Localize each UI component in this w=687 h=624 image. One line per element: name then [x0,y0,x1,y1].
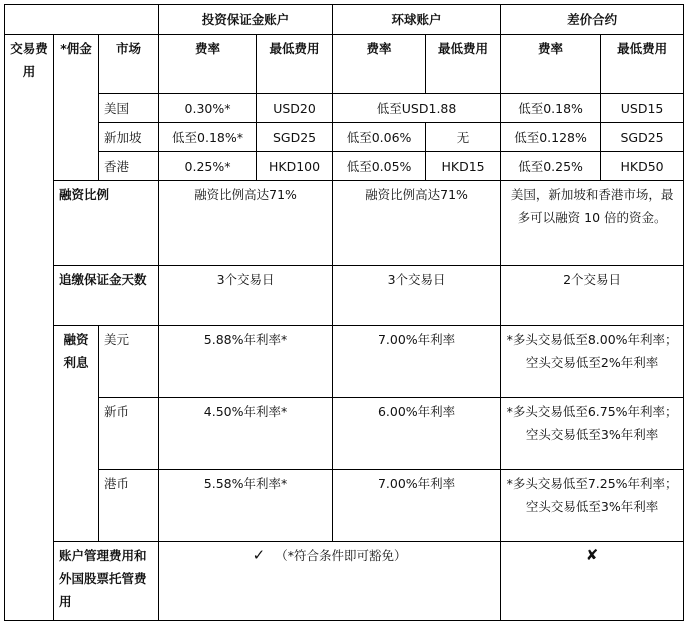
table-row [5,398,684,470]
cfd-interest-cell: *多头交易低至7.25%年利率；空头交易低至3%年利率 [501,470,684,542]
margin-min-cell: USD20 [257,94,333,123]
cfd-min-fee-header: 最低费用 [601,35,684,94]
margin-min-cell: SGD25 [257,123,333,152]
financing-interest-label: 融资利息 [54,326,99,542]
commission-label: *佣金 [54,35,99,181]
waiver-note: （*符合条件即可豁免） [275,548,407,563]
global-interest-cell: 7.00%年利率 [333,326,501,398]
table-row [5,326,684,398]
margin-interest-cell: 5.58%年利率* [159,470,333,542]
margin-interest-cell: 5.88%年利率* [159,326,333,398]
cross-icon: ✘ [585,546,599,564]
margin-rate-header: 费率 [159,35,257,94]
cfd-financing-ratio: 美国，新加坡和香港市场，最多可以融资 10 倍的资金。 [501,181,684,266]
currency-cell: 新币 [99,398,159,470]
cfd-margin-call: 2个交易日 [501,266,684,326]
cfd-account-fees-cell [501,542,684,621]
global-interest-cell: 7.00%年利率 [333,470,501,542]
cfd-min-cell: SGD25 [601,123,684,152]
cfd-min-cell: USD15 [601,94,684,123]
table-row [5,152,684,181]
margin-rate-cell: 0.25%* [159,152,257,181]
account-fees-label: 账户管理费用和外国股票托管费用 [54,542,159,621]
margin-rate-cell: 0.30%* [159,94,257,123]
global-margin-call: 3个交易日 [333,266,501,326]
cfd-min-cell: HKD50 [601,152,684,181]
header-global-account: 环球账户 [333,5,501,35]
global-rate-cell: 低至0.05% [333,152,426,181]
cfd-rate-cell: 低至0.128% [501,123,601,152]
margin-min-cell: HKD100 [257,152,333,181]
financing-ratio-row [5,181,684,266]
header-margin-account: 投资保证金账户 [159,5,333,35]
checkmark-icon: ✓ [252,546,266,564]
margin-call-row [5,266,684,326]
fee-comparison-table [4,4,684,621]
global-min-cell: 无 [426,123,501,152]
table-header-row [5,5,684,35]
header-cfd: 差价合约 [501,5,684,35]
cfd-interest-cell: *多头交易低至6.75%年利率；空头交易低至3%年利率 [501,398,684,470]
global-min-fee-header: 最低费用 [426,35,501,94]
commission-subheader-row [5,35,684,94]
cfd-rate-header: 费率 [501,35,601,94]
market-cell: 香港 [99,152,159,181]
margin-margin-call: 3个交易日 [159,266,333,326]
header-blank-cell [5,5,159,35]
margin-call-label: 追缴保证金天数 [54,266,159,326]
global-rate-cell: 低至USD1.88 [333,94,501,123]
global-financing-ratio: 融资比例高达71% [333,181,501,266]
cfd-rate-cell: 低至0.25% [501,152,601,181]
margin-interest-cell: 4.50%年利率* [159,398,333,470]
table-row [5,94,684,123]
financing-ratio-label: 融资比例 [54,181,159,266]
currency-cell: 美元 [99,326,159,398]
cfd-rate-cell: 低至0.18% [501,94,601,123]
market-cell: 美国 [99,94,159,123]
table-row [5,470,684,542]
market-cell: 新加坡 [99,123,159,152]
global-rate-cell: 低至0.06% [333,123,426,152]
cfd-interest-cell: *多头交易低至8.00%年利率；空头交易低至2%年利率 [501,326,684,398]
margin-financing-ratio: 融资比例高达71% [159,181,333,266]
global-min-cell: HKD15 [426,152,501,181]
market-header: 市场 [99,35,159,94]
account-fees-waiver-cell [159,542,501,621]
global-rate-header: 费率 [333,35,426,94]
currency-cell: 港币 [99,470,159,542]
margin-min-fee-header: 最低费用 [257,35,333,94]
margin-rate-cell: 低至0.18%* [159,123,257,152]
global-interest-cell: 6.00%年利率 [333,398,501,470]
table-row [5,123,684,152]
trading-fees-label: 交易费用 [5,35,54,621]
account-fees-row [5,542,684,621]
